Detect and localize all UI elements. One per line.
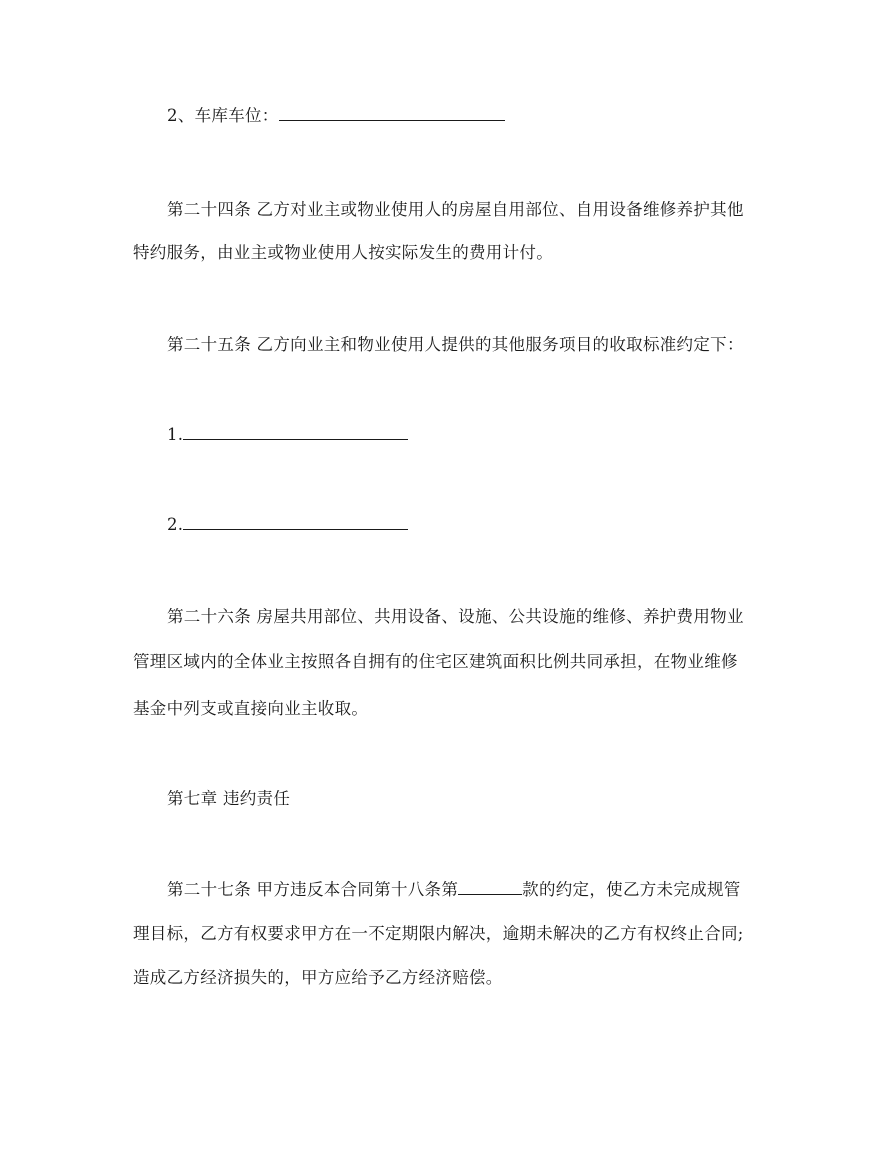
blank-item-1-label: 1. [167,425,184,444]
blank-item-1 [167,423,807,447]
article-24-line-2: 特约服务，由业主或物业使用人按实际发生的费用计付。 [133,243,553,262]
article-26-line-2: 管理区域内的全体业主按照各自拥有的住宅区建筑面积比例共同承担，在物业维修 [133,652,738,671]
article-27-part-2: 款的约定，使乙方未完成规管 [522,880,741,899]
article-26-line-3: 基金中列支或直接向业主收取。 [133,699,369,718]
article-27-line-3: 造成乙方经济损失的，甲方应给予乙方经济赔偿。 [133,968,503,987]
garage-item-label: 2、车库车位： [167,106,279,125]
article-27-line-1 [167,878,807,902]
blank-item-1-field [183,423,408,440]
blank-item-2 [167,513,807,537]
article-24-line-1: 第二十四条 乙方对业主或物业使用人的房屋自用部位、自用设备维修养护其他 [167,200,744,219]
garage-item [167,104,807,128]
article-27-part-1: 第二十七条 甲方违反本合同第十八条第 [167,880,459,899]
article-27-blank-field [458,878,522,895]
blank-item-2-label: 2. [167,515,184,534]
article-27-line-2: 理目标，乙方有权要求甲方在一不定期限内解决，逾期未解决的乙方有权终止合同; [133,924,744,943]
article-25: 第二十五条 乙方向业主和物业使用人提供的其他服务项目的收取标准约定下： [167,335,744,354]
blank-item-2-field [183,513,408,530]
chapter-7-heading: 第七章 违约责任 [167,789,291,808]
garage-blank-field [279,104,505,121]
article-26-line-1: 第二十六条 房屋共用部位、共用设备、设施、公共设施的维修、养护费用物业 [167,607,744,626]
